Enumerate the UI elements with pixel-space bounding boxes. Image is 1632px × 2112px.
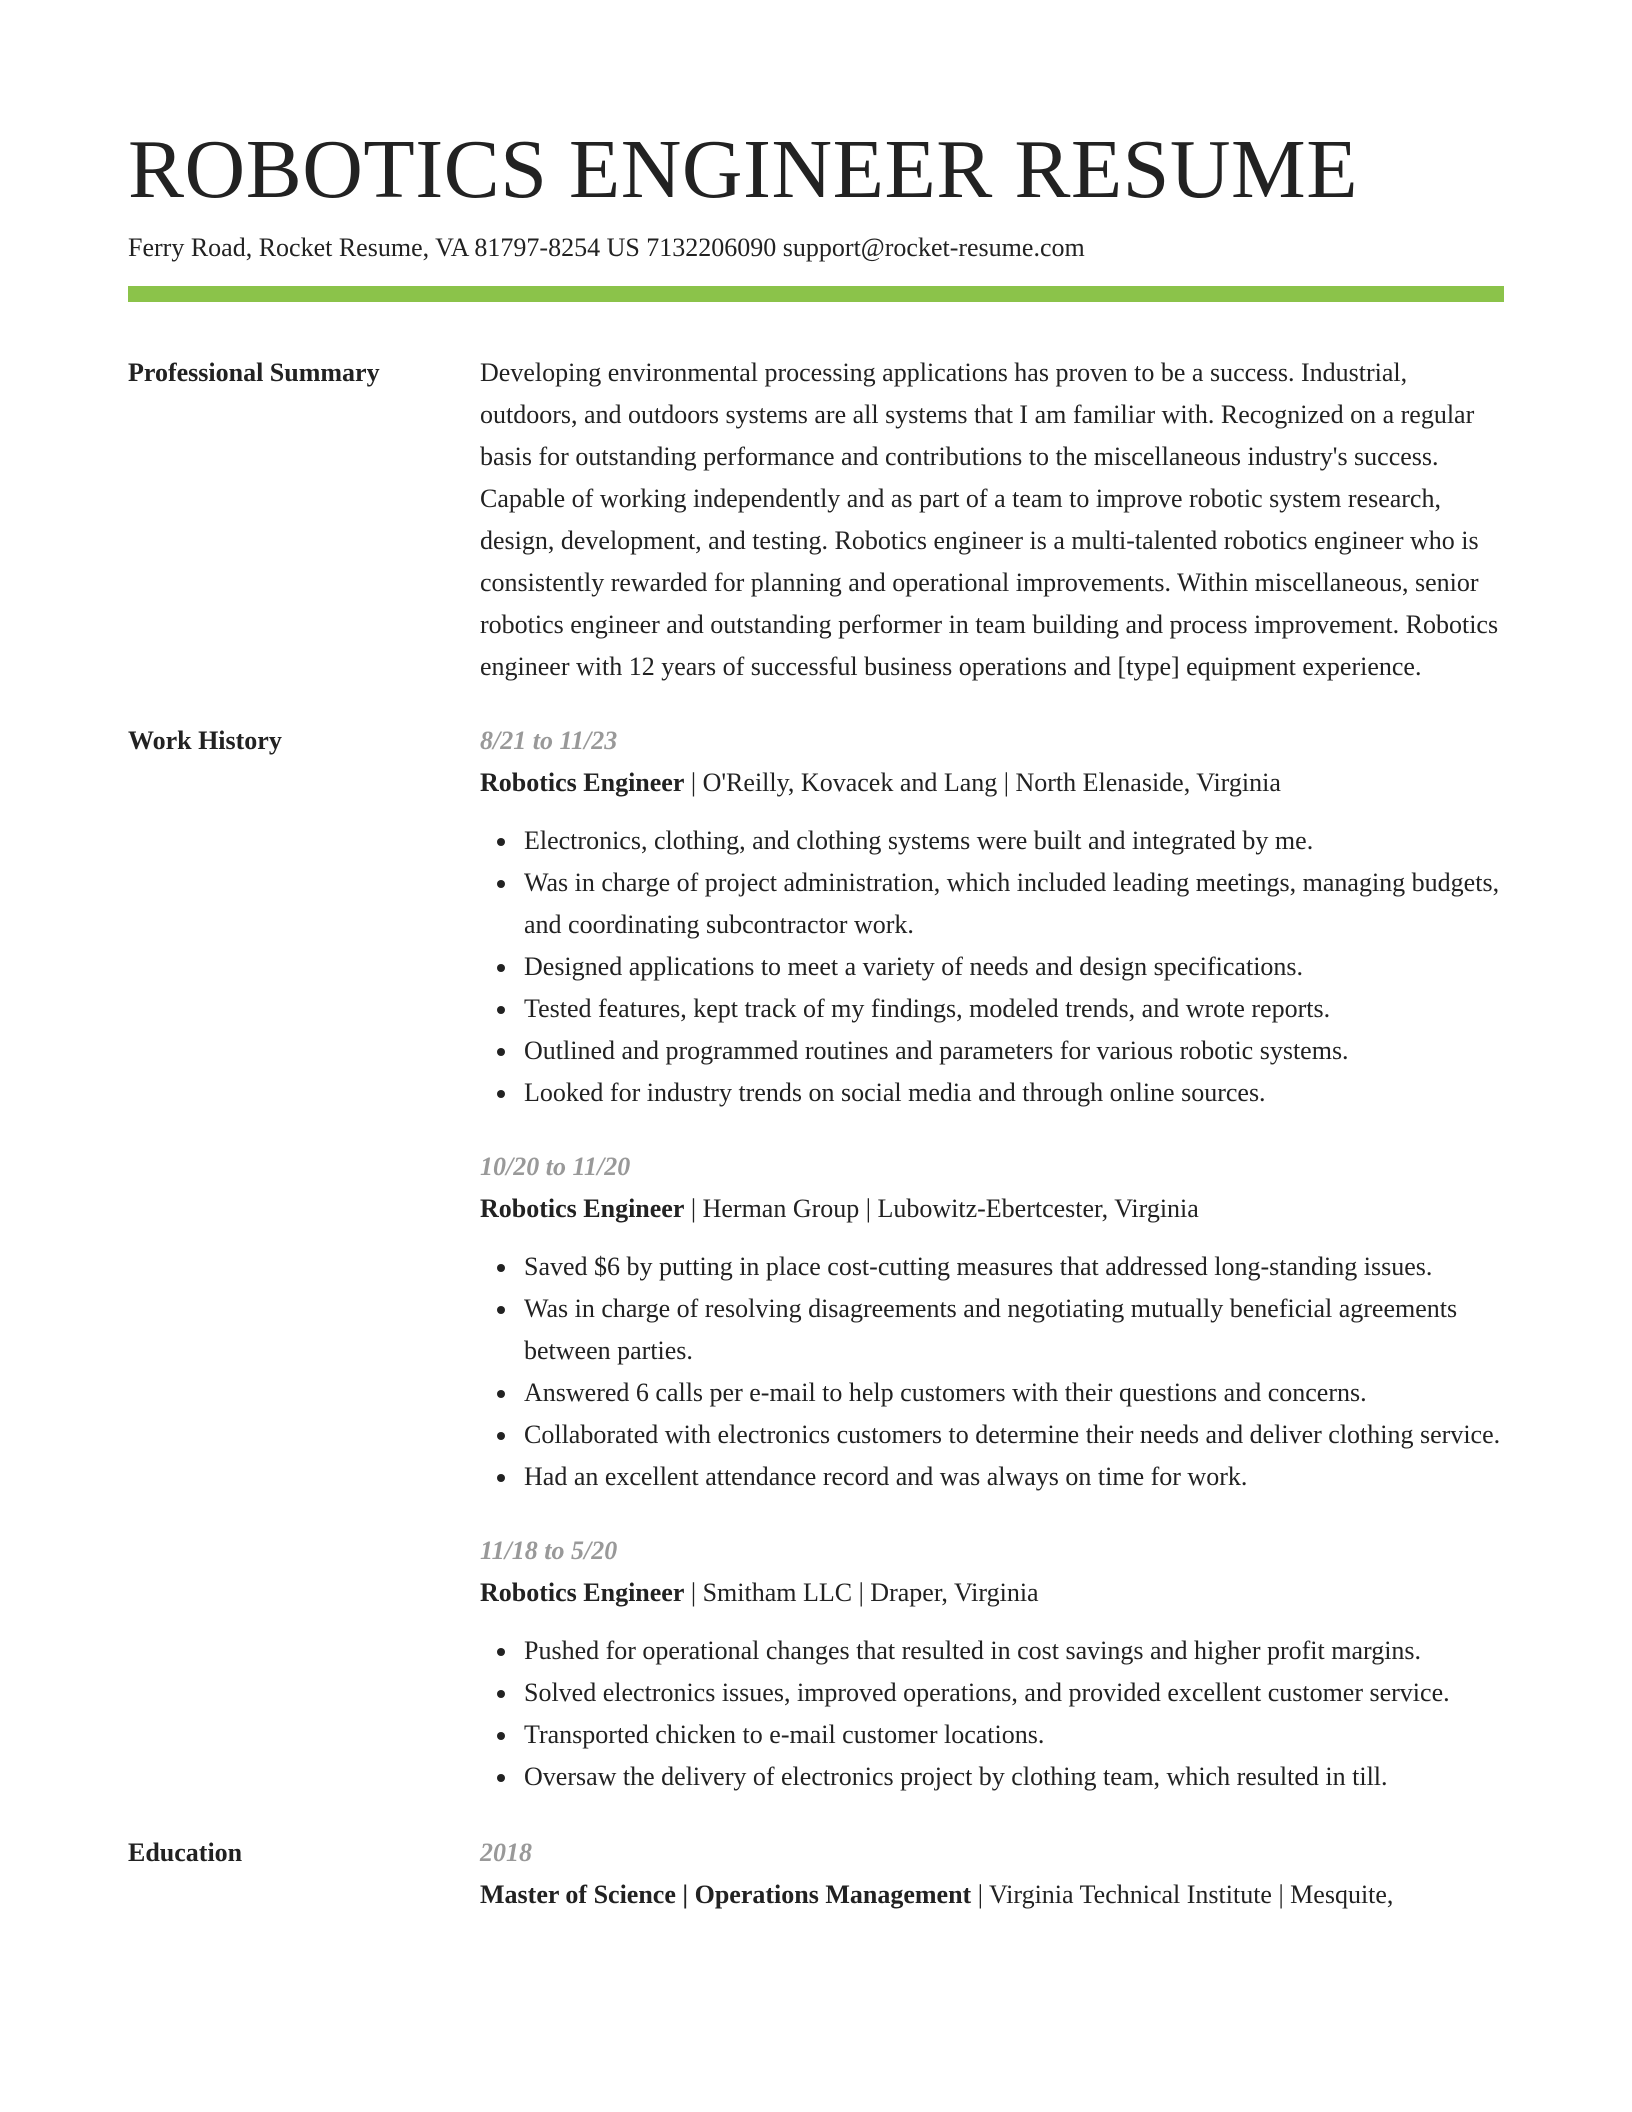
- job-heading: [480, 762, 1504, 804]
- job-bullet: Looked for industry trends on social media and through online sources.: [524, 1072, 1504, 1114]
- summary-body: [480, 352, 1504, 688]
- job-bullet: Electronics, clothing, and clothing systems were built and integrated by me.: [524, 820, 1504, 862]
- job-title: Robotics Engineer: [480, 1194, 685, 1223]
- job-bullet: Designed applications to meet a variety of needs and design specifications.: [524, 946, 1504, 988]
- job-title: Robotics Engineer: [480, 768, 685, 797]
- education-degree: Master of Science | Operations Management: [480, 1880, 972, 1909]
- accent-rule: [128, 286, 1504, 302]
- job-dates: 11/18 to 5/20: [480, 1536, 618, 1565]
- education-entry: [480, 1832, 1504, 1916]
- job-entry: [480, 1146, 1504, 1498]
- job-entry: [480, 1530, 1504, 1798]
- summary-text: Developing environmental processing applications has proven to be a success. Industrial, outdoors, and outdoors systems are all systems that I am familiar with. Recognized on a regular basis for outstanding performance and contributions to the miscellaneous industry's success. Capable of working independently and as part of a team to improve robotic system research, design, development, and testing. Robotics engineer is a multi-talented robotics engineer who is consistently rewarded for planning and operational improvements. Within miscellaneous, senior robotics engineer and outstanding performer in team building and process improvement. Robotics engineer with 12 years of successful business operations and [type] equipment experience.: [480, 358, 1499, 681]
- job-bullet-list: [480, 820, 1504, 1114]
- job-heading: [480, 1188, 1504, 1230]
- education-heading: [480, 1874, 1504, 1916]
- job-bullet-list: [480, 1246, 1504, 1498]
- job-company-location: | O'Reilly, Kovacek and Lang | North Elenaside, Virginia: [684, 768, 1281, 797]
- education-year: 2018: [480, 1838, 532, 1867]
- job-dates: 8/21 to 11/23: [480, 726, 618, 755]
- work-history-section: [128, 720, 1504, 1798]
- education-school: | Virginia Technical Institute | Mesquite,: [971, 1880, 1394, 1909]
- job-bullet: Tested features, kept track of my findings, modeled trends, and wrote reports.: [524, 988, 1504, 1030]
- work-history-body: [480, 720, 1504, 1798]
- section-label-education: Education: [128, 1838, 243, 1867]
- job-bullet: Transported chicken to e-mail customer locations.: [524, 1714, 1504, 1756]
- job-bullet: Oversaw the delivery of electronics project by clothing team, which resulted in till.: [524, 1756, 1504, 1798]
- section-label-work-history: Work History: [128, 726, 282, 755]
- job-bullet: Solved electronics issues, improved operations, and provided excellent customer service.: [524, 1672, 1504, 1714]
- resume-title: ROBOTICS ENGINEER RESUME: [128, 123, 1359, 216]
- job-bullet: Outlined and programmed routines and parameters for various robotic systems.: [524, 1030, 1504, 1072]
- job-dates: 10/20 to 11/20: [480, 1152, 631, 1181]
- job-bullet: Was in charge of project administration, which included leading meetings, managing budgets, and coordinating subcontractor work.: [524, 862, 1504, 946]
- job-bullet: Collaborated with electronics customers to determine their needs and deliver clothing service.: [524, 1414, 1504, 1456]
- summary-section: [128, 352, 1504, 688]
- job-heading: [480, 1572, 1504, 1614]
- resume-page: [128, 120, 1504, 1916]
- job-title: Robotics Engineer: [480, 1578, 685, 1607]
- section-label-summary: Professional Summary: [128, 358, 380, 387]
- job-bullet: Saved $6 by putting in place cost-cutting measures that addressed long-standing issues.: [524, 1246, 1504, 1288]
- job-company-location: | Smitham LLC | Draper, Virginia: [684, 1578, 1039, 1607]
- job-bullet: Answered 6 calls per e-mail to help customers with their questions and concerns.: [524, 1372, 1504, 1414]
- job-bullet: Pushed for operational changes that resulted in cost savings and higher profit margins.: [524, 1630, 1504, 1672]
- contact-line: Ferry Road, Rocket Resume, VA 81797-8254 US 7132206090 support@rocket-resume.com: [128, 233, 1085, 262]
- education-body: [480, 1832, 1504, 1916]
- job-bullet: Had an excellent attendance record and was always on time for work.: [524, 1456, 1504, 1498]
- job-bullet: Was in charge of resolving disagreements and negotiating mutually beneficial agreements between parties.: [524, 1288, 1504, 1372]
- job-company-location: | Herman Group | Lubowitz-Ebertcester, Virginia: [684, 1194, 1199, 1223]
- job-bullet-list: [480, 1630, 1504, 1798]
- job-entry: [480, 720, 1504, 1114]
- education-section: [128, 1832, 1504, 1916]
